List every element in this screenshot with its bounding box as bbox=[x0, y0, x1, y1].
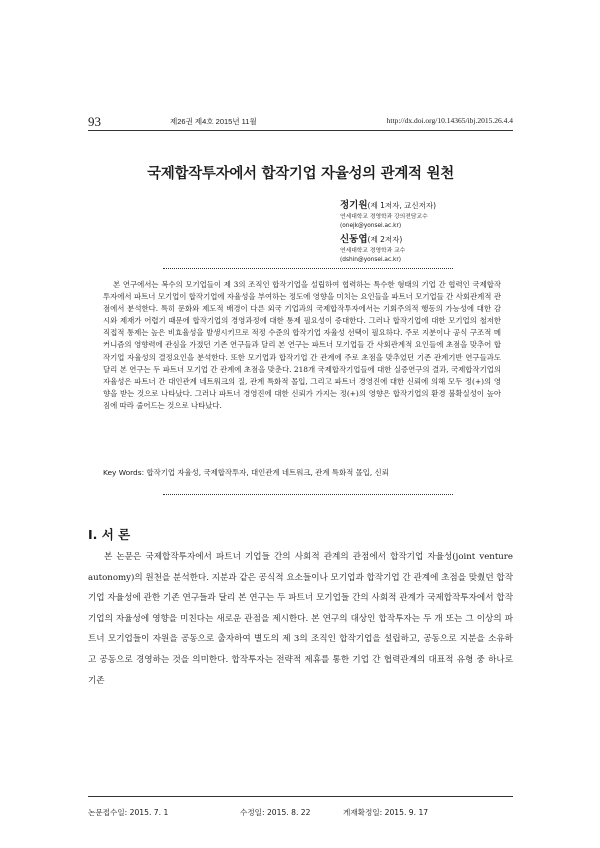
body-paragraph: 본 논문은 국제합작투자에서 파트너 기업들 간의 사회적 관계의 관점에서 합작기업 자율성(joint venture autonomy)의 원천을 분석한다. 지분과 같은 공식적 요소들이나 모기업과 합작기업 간 관계에 초점을 맞췄던 합작기업 자율성에 관한 기존 연구들과 달리 본 연구는 두 파트너 모기업들 간의 사회적 관계가 국제합작투자에서 합작기업의 자율성에 영향을 미친다는 새로운 관점을 제시한다. 본 연구의 대상인 합작투자는 두 개 또는 그 이상의 파트너 모기업들이 자원을 공동으로 출자하여 별도의 제 3의 조직인 합작기업을 설립하고, 공동으로 지분을 소유하고 공동으로 경영하는 것을 의미한다. 합작투자는 전략적 제휴를 통한 기업 간 협력관계의 대표적 유형 중 하나로 기존 bbox=[88, 552, 513, 686]
author-email: (onejk@yonsei.ac.kr) bbox=[340, 223, 402, 229]
abstract-divider-top bbox=[163, 268, 453, 269]
received-date: 논문접수일: 2015. 7. 1 bbox=[88, 808, 169, 817]
revised-date: 수정일: 2015. 8. 22 bbox=[240, 808, 311, 817]
author-role: (제 2저자) bbox=[367, 235, 403, 244]
section-heading: Ⅰ. 서 론 bbox=[88, 527, 131, 542]
author-name: 정기원 bbox=[340, 200, 368, 211]
accepted-date: 게재확정일: 2015. 9. 17 bbox=[343, 808, 429, 817]
keywords bbox=[103, 467, 503, 478]
journal-issue: 제26권 제4호 2015년 11월 bbox=[170, 117, 257, 126]
abstract-divider-bottom bbox=[163, 494, 453, 495]
author-affiliation: 연세대학교 경영학과 강의전담교수 bbox=[340, 214, 428, 220]
abstract: 본 연구에서는 복수의 모기업들이 제 3의 조직인 합작기업을 설립하여 협력하는 특수한 형태의 기업 간 협력인 국제합작투자에서 파트너 모기업이 합작기업에 자율성을 부여하는 정도에 영향을 미치는 요인들을 파트너 모기업들 간 사회관계적 관점에서 분석한다. 특히 문화와 제도적 배경이 다른 외국 기업과의 국제합작투자에서는 기회주의적 행동의 가능성에 대한 감시와 제재가 어렵기 때문에 합작기업의 경영과정에 대한 통제 필요성이 증대한다. 그러나 합작기업에 대한 모기업의 철저한 직접적 통제는 높은 비효율성을 발생시키므로 적정 수준의 합작기업 자율성 선택이 필요하다. 주로 지분이나 공식 구조적 메커니즘의 영향력에 관심을 가졌던 기존 연구들과 달리 본 연구는 파트너 모기업들 간 사회관계적 요인들에 초점을 맞추어 합작기업 자율성의 결정요인을 분석한다. 또한 모기업과 합작기업 간 관계에 주로 초점을 맞추었던 기존 관계기반 연구들과도 달리 본 연구는 두 파트너 모기업 간 관계에 초점을 맞춘다. 218개 국제합작기업들에 대한 실증연구의 결과, 국제합작기업의 자율성은 파트너 간 대인관계 네트워크의 질, 관계 특화적 몰입, 그리고 파트너 경영진에 대한 신뢰에 의해 모두 정(+)의 영향을 받는 것으로 나타났다. 그러나 파트너 경영진에 대한 신뢰가 가지는 정(+)의 영향은 합작기업의 환경 불확실성이 높아짐에 따라 줄어드는 것으로 나타났다. bbox=[103, 280, 501, 410]
author-email: (dshin@yonsei.ac.kr) bbox=[340, 257, 401, 263]
doi-link[interactable]: http://dx.doi.org/10.14365/ibj.2015.26.4.4 bbox=[386, 116, 513, 125]
page-number: 93 bbox=[88, 114, 101, 129]
keywords-text: 합작기업 자율성, 국제합작투자, 대인관계 네트워크, 관계 특화적 몰입, 신뢰 bbox=[146, 468, 389, 477]
running-header bbox=[88, 116, 513, 128]
author-block-2 bbox=[340, 227, 520, 264]
author-role: (제 1저자, 교신저자) bbox=[367, 201, 437, 210]
header-rule bbox=[88, 130, 513, 131]
author-name: 신동엽 bbox=[340, 234, 368, 245]
author-block-1 bbox=[340, 193, 520, 230]
paper-title: 국제합작투자에서 합작기업 자율성의 관계적 원천 bbox=[147, 166, 454, 182]
footnote-rule bbox=[88, 796, 513, 797]
keywords-label: Key Words: bbox=[103, 468, 145, 477]
author-affiliation: 연세대학교 경영학과 교수 bbox=[340, 248, 406, 254]
